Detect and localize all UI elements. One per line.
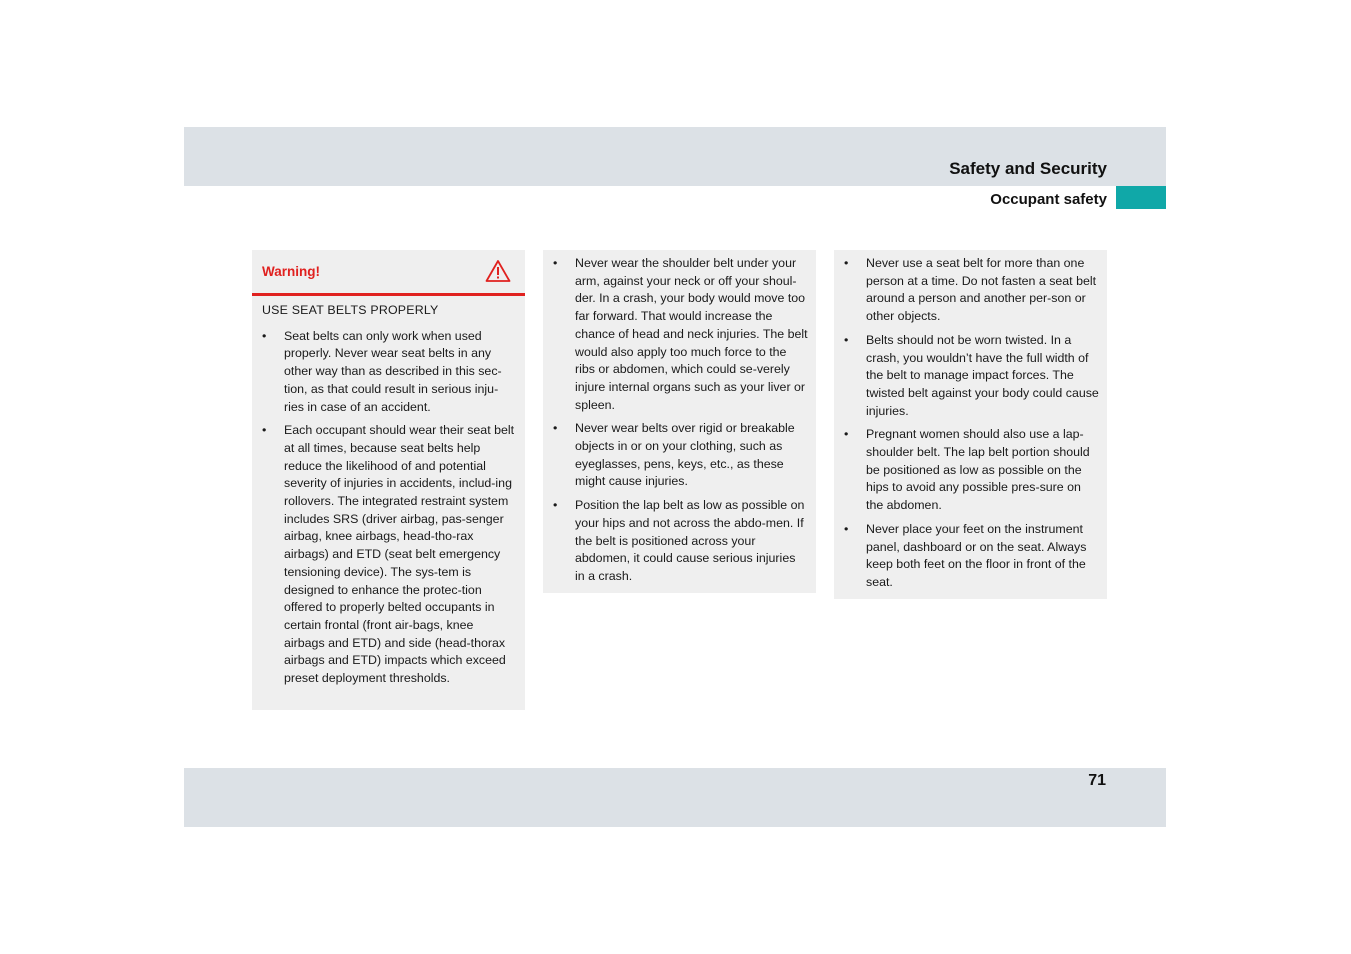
list-item [834,521,1107,592]
bullet-marker: • [553,498,558,513]
list-item [834,255,1107,326]
list-item [252,328,525,417]
section-subtitle: Occupant safety [990,191,1107,208]
bullet-marker: • [844,332,849,347]
bullet-marker: • [553,256,558,270]
bullet-marker: • [553,421,558,436]
section-accent-marker [1116,186,1166,209]
list-item-text: Pregnant women should also use a lap-shoulder belt. The lap belt portion should be positioned as low as possible on the hips to avoid any possible pres-sure on the abdomen. [866,427,1090,513]
section-title: Safety and Security [949,159,1107,178]
list-item-text: Each occupant should wear their seat belt at all times, because seat belts help reduce the likelihood of and potential severity of injuries in accidents, includ-ing rollovers. The integrated restraint system includes SRS (driver airbag, pas-senger airbag, knee airbags, head-tho-rax airbags) and ETD (seat belt emergency tensioning device). The sys-tem is designed to enhance the protec-tion offered to properly belted occupants in certain frontal (front air-bags, knee airbags and ETD) and side (head-thorax airbags and ETD) impacts which exceed preset deployment thresholds. [284,423,515,686]
warning-heading: USE SEAT BELTS PROPERLY [262,303,439,317]
list-item [543,420,816,491]
list-item [543,497,816,586]
list-item [252,422,525,688]
bullet-marker: • [262,328,267,343]
list-item-text: Belts should not be worn twisted. In a crash, you wouldn’t have the full width of the belt to manage impact forces. The twisted belt against your body could cause injuries. [866,332,1099,418]
list-item [834,426,1107,515]
list-item-text: Never use a seat belt for more than one person at a time. Do not fasten a seat belt around a person and another per-son or other objects. [866,256,1097,324]
warning-title: Warning! [262,264,320,279]
warning-triangle-icon [485,259,511,283]
warning-panel [252,250,525,710]
list-item-text: Never place your feet on the instrument panel, dashboard or on the seat. Always keep both feet on the floor in front of the seat. [866,521,1087,589]
bullet-list [834,255,1107,592]
bullet-marker: • [844,521,849,536]
bullet-list [252,328,525,688]
column-3-panel [834,250,1107,599]
list-item-text: Seat belts can only work when used properly. Never wear seat belts in any other way than as described in this sec-tion, as that could result in serious inju-ries in case of an accident. [284,328,502,414]
list-item-text: Never wear the shoulder belt under your arm, against your neck or off your shoul-der. In a crash, your body would move too far forward. That would increase the chance of head and neck injuries. The belt would also apply too much force to the ribs or abdomen, which could se-verely injure internal organs such as your liver or spleen. [575,256,808,412]
warning-header [252,250,525,296]
list-item-text: Never wear belts over rigid or breakable objects in or on your clothing, such as eyeglasses, pens, keys, etc., as these might cause injuries. [575,421,795,489]
bullet-list [543,255,816,586]
page-number: 71 [1088,772,1106,789]
list-item [543,255,816,414]
list-item-text: Position the lap belt as low as possible on your hips and not across the abdo-men. If the belt is positioned across your abdomen, it could cause serious injuries in a crash. [575,498,805,583]
footer-band [184,768,1166,827]
column-2-panel [543,250,816,593]
bullet-marker: • [262,423,267,438]
list-item [834,332,1107,421]
bullet-marker: • [844,427,849,442]
bullet-marker: • [844,256,849,270]
